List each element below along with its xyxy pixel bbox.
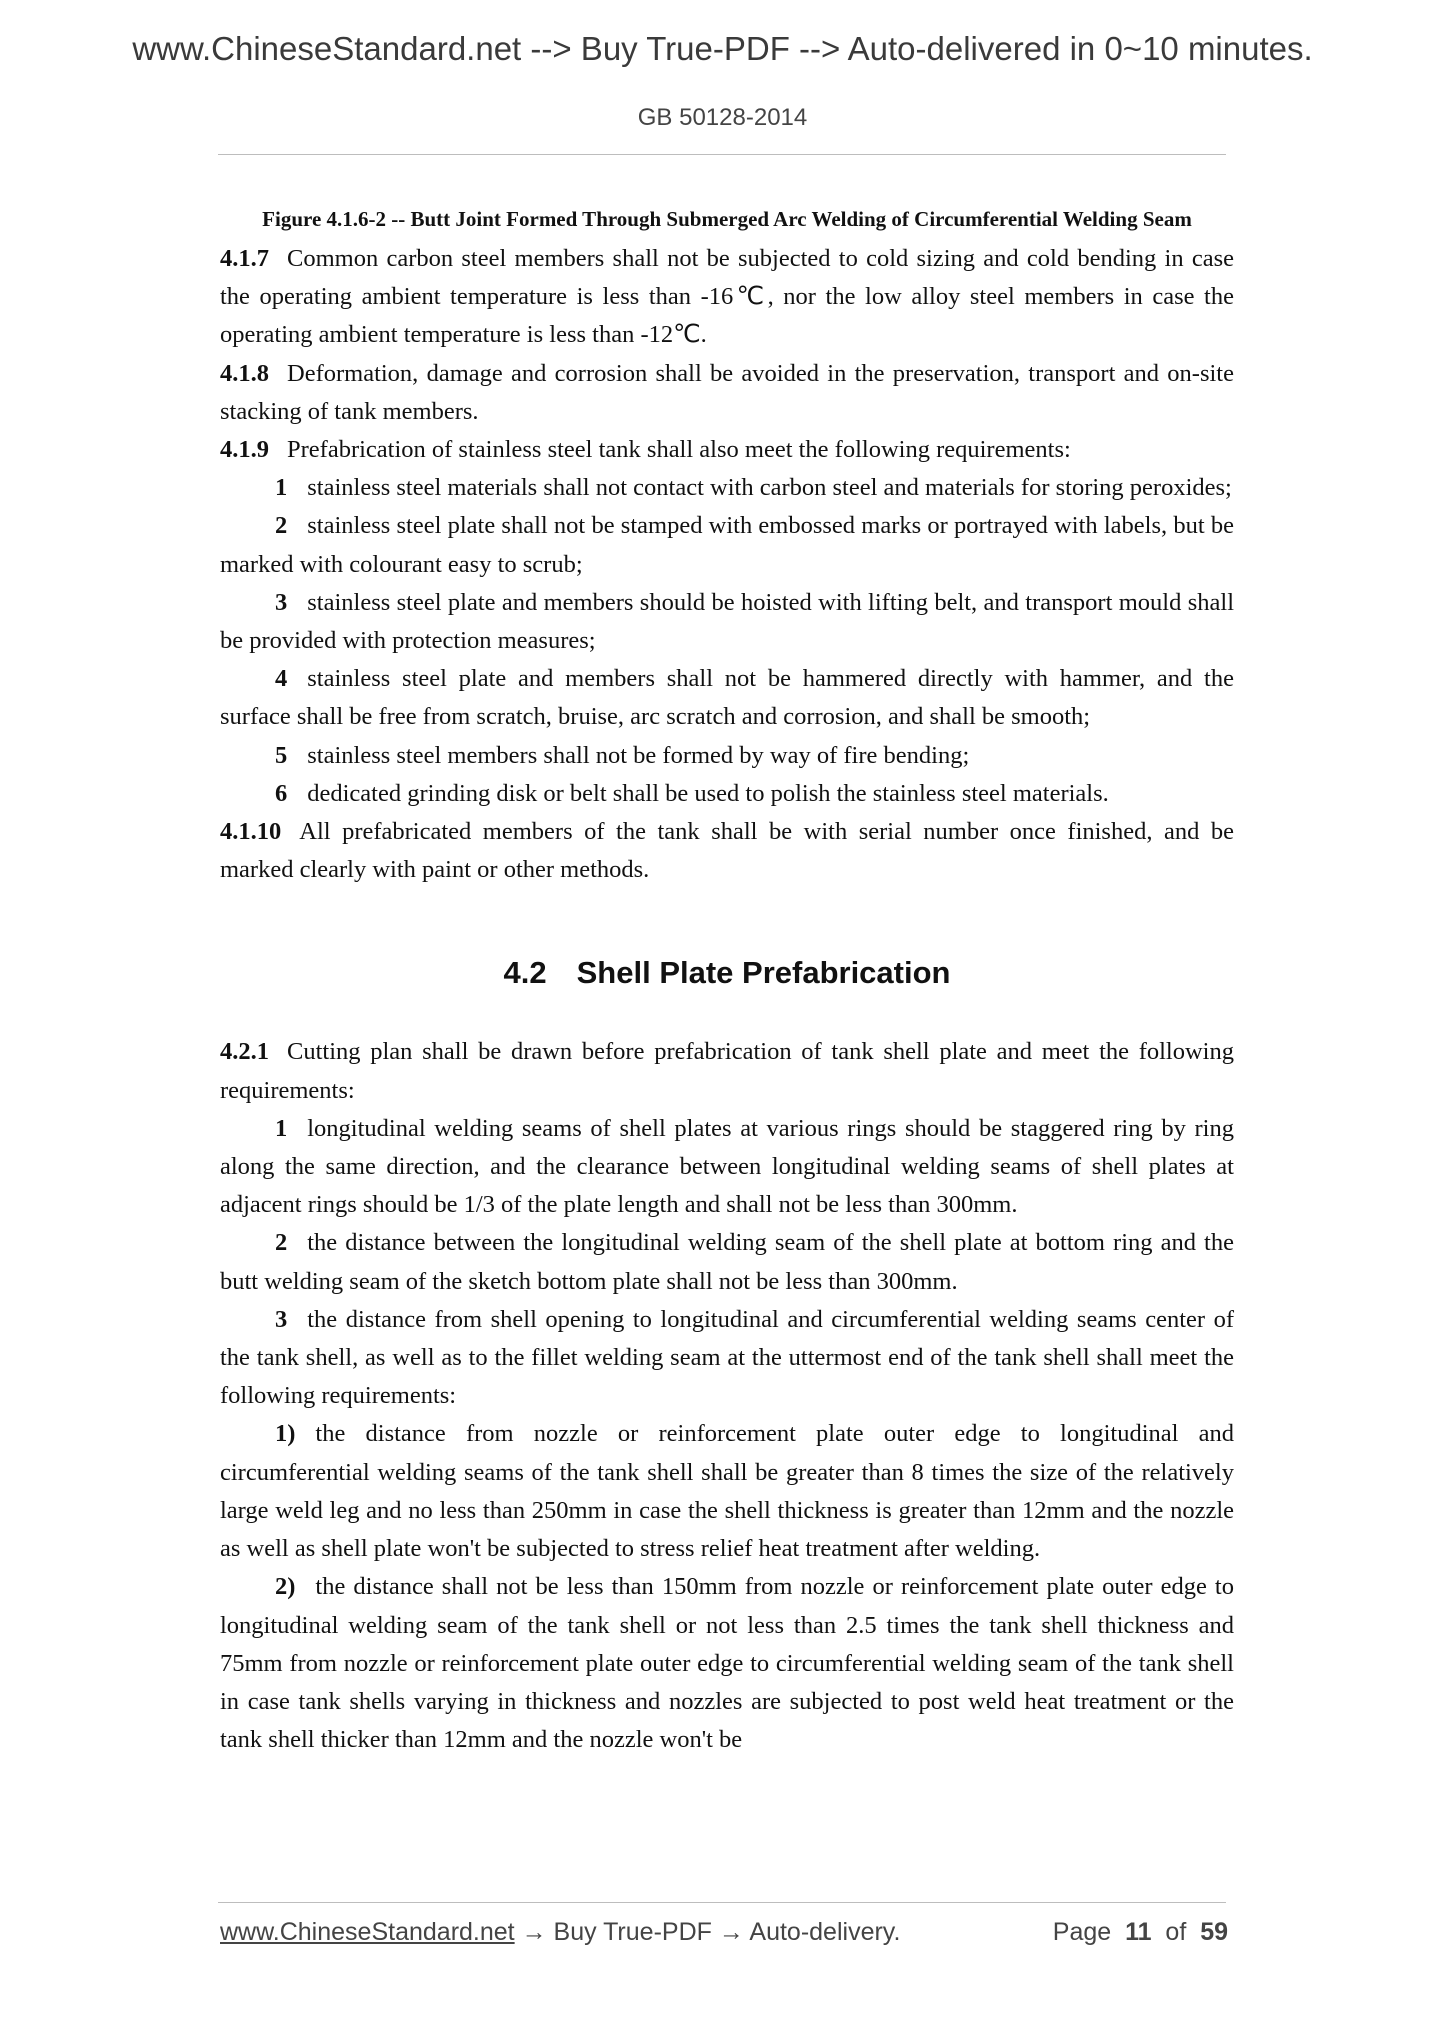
item-text: the distance between the longitudinal welding seam of the shell plate at bottom ring and the butt welding seam of the sketch bottom plate shall not be less than 300mm. (220, 1229, 1234, 1295)
header-divider (218, 154, 1226, 155)
page-label: Page (1052, 1918, 1112, 1946)
clause-text: Cutting plan shall be drawn before prefabrication of tank shell plate and meet the following requirements: (220, 1038, 1234, 1104)
item-text: stainless steel members shall not be formed by way of fire bending; (307, 741, 970, 769)
clause-4-1-10 (220, 813, 1234, 889)
item-text: stainless steel plate and members shall not be hammered directly with hammer, and the surface shall be free from scratch, bruise, arc scratch and corrosion, and shall be smooth; (220, 665, 1234, 731)
section-title: Shell Plate Prefabrication (576, 955, 951, 991)
section-number: 4.2 (503, 955, 547, 991)
item-number: 1 (275, 474, 288, 502)
list-item (220, 584, 1234, 660)
item-number: 4 (275, 665, 288, 693)
list-item (220, 1224, 1234, 1300)
list-item (220, 1110, 1234, 1225)
clause-4-1-9 (220, 431, 1234, 469)
list-item (220, 775, 1234, 813)
list-item (220, 737, 1234, 775)
clause-4-1-8 (220, 355, 1234, 431)
item-text: stainless steel plate and members should be hoisted with lifting belt, and transport mould shall be provided with protection measures; (220, 588, 1234, 655)
sub-item-text: the distance shall not be less than 150mm from nozzle or reinforcement plate outer edge to longitudinal welding seam of the tank shell or not less than 2.5 times the tank shell thickness and 75mm from nozzle or reinforcement plate outer edge to circumferential welding seam of the tank shell in case tank shells varying in thickness and nozzles are subjected to post weld heat treatment or the tank shell thicker than 12mm and the nozzle won't be (220, 1573, 1234, 1754)
clause-text: Prefabrication of stainless steel tank shall also meet the following requirements: (287, 436, 1071, 464)
list-item (220, 1301, 1234, 1416)
item-number: 2 (275, 512, 288, 540)
page-footer (220, 1918, 1228, 1947)
list-item (220, 507, 1234, 583)
site-link[interactable]: www.ChineseStandard.net (220, 1918, 515, 1946)
item-text: the distance from shell opening to longitudinal and circumferential welding seams center of the tank shell, as well as to the fillet welding seam at the uttermost end of the tank shell shall meet the following requirements: (220, 1305, 1234, 1410)
footer-tail: → Buy True-PDF → Auto-delivery. (514, 1918, 901, 1946)
page-indicator (1053, 1918, 1228, 1947)
item-number: 3 (275, 1305, 288, 1333)
sub-item (220, 1568, 1234, 1759)
clause-text: Deformation, damage and corrosion shall be avoided in the preservation, transport and on-site stacking of tank members. (220, 359, 1234, 425)
item-text: longitudinal welding seams of shell plates at various rings should be staggered ring by ring along the same direction, and the clearance between longitudinal welding seams of shell plates at adjacent rings should be 1/3 of the plate length and shall not be less than 300mm. (220, 1114, 1234, 1219)
sub-item-number: 2) (275, 1573, 296, 1601)
page-number: 11 (1125, 1918, 1152, 1946)
item-number: 5 (275, 741, 288, 769)
item-text: stainless steel materials shall not contact with carbon steel and materials for storing peroxides; (307, 474, 1232, 502)
item-number: 2 (275, 1229, 288, 1257)
figure-caption: Figure 4.1.6-2 -- Butt Joint Formed Through Submerged Arc Welding of Circumferential Welding Seam (262, 207, 1192, 231)
item-number: 6 (275, 779, 288, 807)
item-number: 1 (275, 1114, 288, 1142)
clause-number: 4.1.8 (220, 359, 269, 387)
clause-text: All prefabricated members of the tank shall be with serial number once finished, and be marked clearly with paint or other methods. (220, 818, 1234, 884)
item-number: 3 (275, 588, 288, 616)
list-item (220, 469, 1234, 507)
clause-number: 4.1.9 (220, 436, 269, 464)
of-label: of (1165, 1918, 1187, 1946)
clause-number: 4.1.7 (220, 245, 269, 272)
footer-promo (220, 1918, 900, 1946)
clause-number: 4.1.10 (220, 818, 282, 846)
list-item (220, 660, 1234, 736)
sub-item-text: the distance from nozzle or reinforcement plate outer edge to longitudinal and circumferential welding seams of the tank shell shall be greater than 8 times the size of the relatively large weld leg and no less than 250mm in case the shell thickness is greater than 12mm and the nozzle as well as shell plate won't be subjected to stress relief heat treatment after welding. (220, 1420, 1234, 1563)
footer-divider (218, 1902, 1226, 1903)
clause-text: Common carbon steel members shall not be subjected to cold sizing and cold bending in case the operating ambient temperature is less than -16℃, nor the low alloy steel members in case the operating ambient temperature is less than -12℃. (220, 245, 1234, 349)
clause-4-1-7 (220, 240, 1234, 355)
document-id: GB 50128-2014 (637, 104, 808, 131)
sub-item (220, 1415, 1234, 1568)
item-text: stainless steel plate shall not be stamped with embossed marks or portrayed with labels, but be marked with colourant easy to scrub; (220, 512, 1234, 578)
top-banner: www.ChineseStandard.net --> Buy True-PDF --> Auto-delivered in 0~10 minutes. (132, 30, 1313, 67)
page-total: 59 (1200, 1918, 1228, 1946)
item-text: dedicated grinding disk or belt shall be used to polish the stainless steel materials. (307, 779, 1109, 807)
page-content (220, 204, 1234, 1759)
sub-item-number: 1) (275, 1420, 296, 1448)
section-heading (220, 953, 1234, 993)
clause-number: 4.2.1 (220, 1038, 269, 1066)
clause-4-2-1 (220, 1033, 1234, 1109)
